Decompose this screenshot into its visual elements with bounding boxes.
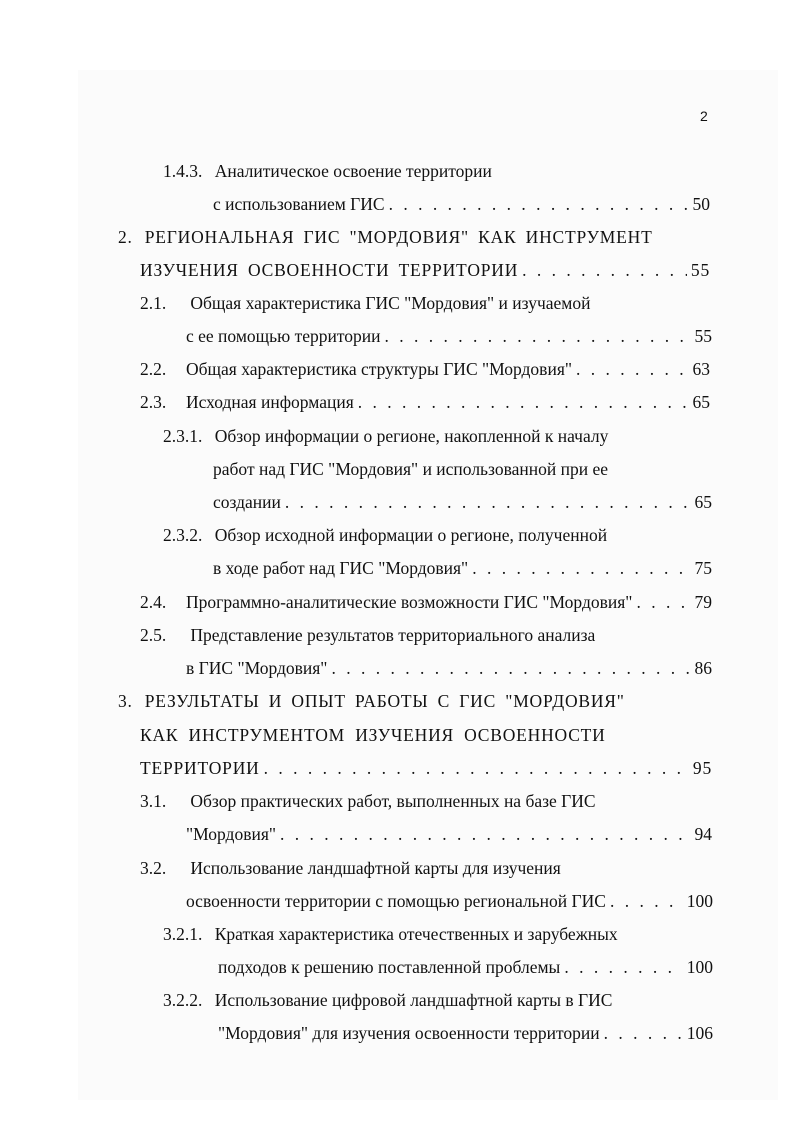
toc-title-cont: "Мордовия" для изучения освоенности территории bbox=[218, 1023, 600, 1043]
toc-page: 106 bbox=[686, 1023, 713, 1043]
leader-dots bbox=[472, 557, 690, 579]
leader-dots bbox=[576, 358, 688, 380]
toc-number: 2.5. bbox=[140, 625, 167, 645]
toc-page: 86 bbox=[694, 658, 712, 678]
leader-dots bbox=[604, 1022, 683, 1044]
toc-entry-3-1 bbox=[140, 790, 596, 812]
toc-number: 2.2. bbox=[140, 359, 167, 379]
toc-title: Использование ландшафтной карты для изучения bbox=[190, 858, 561, 878]
toc-number: 3.2.2. bbox=[163, 990, 203, 1010]
toc-title-cont: ТЕРРИТОРИИ bbox=[140, 758, 260, 778]
toc-number: 3.2. bbox=[140, 858, 167, 878]
toc-title-cont: в ГИС "Мордовия" bbox=[186, 658, 328, 678]
toc-title-cont: освоенности территории с помощью региональной ГИС bbox=[186, 891, 606, 911]
leader-dots bbox=[564, 956, 682, 978]
toc-number: 2.4. bbox=[140, 592, 167, 612]
toc-title-cont: в ходе работ над ГИС "Мордовия" bbox=[213, 558, 469, 578]
toc-title-cont: КАК ИНСТРУМЕНТОМ ИЗУЧЕНИЯ ОСВОЕННОСТИ bbox=[140, 725, 606, 745]
leader-dots bbox=[285, 491, 691, 513]
toc-number: 3. bbox=[118, 691, 133, 711]
toc-number: 3.1. bbox=[140, 791, 167, 811]
toc-number: 3.2.1. bbox=[163, 924, 203, 944]
toc-title-cont: "Мордовия" bbox=[186, 824, 277, 844]
toc-entry-2-5 bbox=[140, 624, 595, 646]
toc-page: 100 bbox=[686, 891, 713, 911]
toc-entry-2-3-1-cont bbox=[213, 458, 608, 480]
toc-entry-3-2-1 bbox=[163, 923, 618, 945]
toc-title: Исходная информация bbox=[186, 392, 354, 412]
toc-entry-3-2-cont bbox=[186, 890, 713, 912]
toc-title-cont: с использованием ГИС bbox=[213, 194, 385, 214]
toc-entry-2-4 bbox=[140, 591, 712, 613]
toc-entry-2-2 bbox=[140, 358, 710, 380]
toc-page: 100 bbox=[686, 957, 713, 977]
toc-page: 75 bbox=[694, 558, 712, 578]
toc-entry-2-cont bbox=[140, 259, 710, 281]
toc-title: Представление результатов территориального анализа bbox=[190, 625, 596, 645]
toc-entry-2-1-cont bbox=[186, 325, 712, 347]
toc-title: Использование цифровой ландшафтной карты в ГИС bbox=[214, 990, 613, 1010]
toc-title: Программно-аналитические возможности ГИС "Мордовия" bbox=[186, 592, 633, 612]
toc-page: 63 bbox=[692, 359, 710, 379]
toc-entry-2-5-cont bbox=[186, 657, 712, 679]
page-number: 2 bbox=[700, 108, 708, 124]
toc-entry-2-1 bbox=[140, 292, 590, 314]
toc-entry-3-2-1-cont bbox=[218, 956, 713, 978]
toc-entry-3 bbox=[118, 690, 626, 712]
leader-dots bbox=[389, 193, 689, 215]
toc-entry-3-cont bbox=[140, 724, 606, 746]
toc-entry-3-2-2 bbox=[163, 989, 612, 1011]
scan-background bbox=[78, 70, 778, 1100]
toc-number: 1.4.3. bbox=[163, 161, 203, 181]
toc-title: Аналитическое освоение территории bbox=[214, 161, 492, 181]
toc-page: 65 bbox=[692, 392, 710, 412]
toc-entry-1-4-3-cont bbox=[213, 193, 710, 215]
toc-title-cont: создании bbox=[213, 492, 281, 512]
toc-entry-2-3-2 bbox=[163, 524, 607, 546]
toc-title: Обзор практических работ, выполненных на базе ГИС bbox=[190, 791, 596, 811]
toc-title: РЕГИОНАЛЬНАЯ ГИС "МОРДОВИЯ" КАК ИНСТРУМЕНТ bbox=[144, 227, 653, 247]
toc-entry-3-1-cont bbox=[186, 823, 712, 845]
toc-page: 55 bbox=[694, 326, 712, 346]
toc-entry-2-3 bbox=[140, 391, 710, 413]
toc-number: 2. bbox=[118, 227, 133, 247]
toc-title: РЕЗУЛЬТАТЫ И ОПЫТ РАБОТЫ С ГИС "МОРДОВИЯ" bbox=[144, 691, 625, 711]
toc-title: Краткая характеристика отечественных и зарубежных bbox=[214, 924, 618, 944]
toc-number: 2.3. bbox=[140, 392, 167, 412]
toc-entry-2 bbox=[118, 226, 653, 248]
toc-number: 2.3.2. bbox=[163, 525, 203, 545]
toc-title-cont: ИЗУЧЕНИЯ ОСВОЕННОСТИ ТЕРРИТОРИИ bbox=[140, 260, 519, 280]
toc-page: 65 bbox=[694, 492, 712, 512]
toc-entry-2-3-1 bbox=[163, 425, 608, 447]
toc-title-cont: с ее помощью территории bbox=[186, 326, 381, 346]
toc-title-cont: работ над ГИС "Мордовия" и использованной при ее bbox=[213, 459, 609, 479]
toc-title: Общая характеристика структуры ГИС "Мордовия" bbox=[186, 359, 573, 379]
toc-entry-3-2-2-cont bbox=[218, 1022, 713, 1044]
toc-page: 79 bbox=[694, 592, 712, 612]
toc-entry-2-3-2-cont bbox=[213, 557, 712, 579]
toc-number: 2.1. bbox=[140, 293, 167, 313]
toc-title: Обзор исходной информации о регионе, полученной bbox=[214, 525, 608, 545]
toc-number: 2.3.1. bbox=[163, 426, 203, 446]
toc-page: 94 bbox=[694, 824, 712, 844]
toc-title: Общая характеристика ГИС "Мордовия" и изучаемой bbox=[190, 293, 591, 313]
leader-dots bbox=[280, 823, 690, 845]
leader-dots bbox=[331, 657, 690, 679]
toc-entry-1-4-3 bbox=[163, 160, 492, 182]
leader-dots bbox=[358, 391, 689, 413]
leader-dots bbox=[636, 591, 690, 613]
toc-page: 55 bbox=[690, 260, 710, 280]
leader-dots bbox=[610, 890, 683, 912]
leader-dots bbox=[385, 325, 691, 347]
toc-entry-2-3-1-cont2 bbox=[213, 491, 712, 513]
leader-dots bbox=[264, 757, 689, 779]
leader-dots bbox=[522, 259, 687, 281]
toc-entry-3-2 bbox=[140, 857, 561, 879]
toc-page: 95 bbox=[692, 758, 712, 778]
toc-title: Обзор информации о регионе, накопленной к началу bbox=[214, 426, 609, 446]
toc-entry-3-cont2 bbox=[140, 757, 712, 779]
toc-title-cont: подходов к решению поставленной проблемы bbox=[218, 957, 561, 977]
toc-page: 50 bbox=[692, 194, 710, 214]
